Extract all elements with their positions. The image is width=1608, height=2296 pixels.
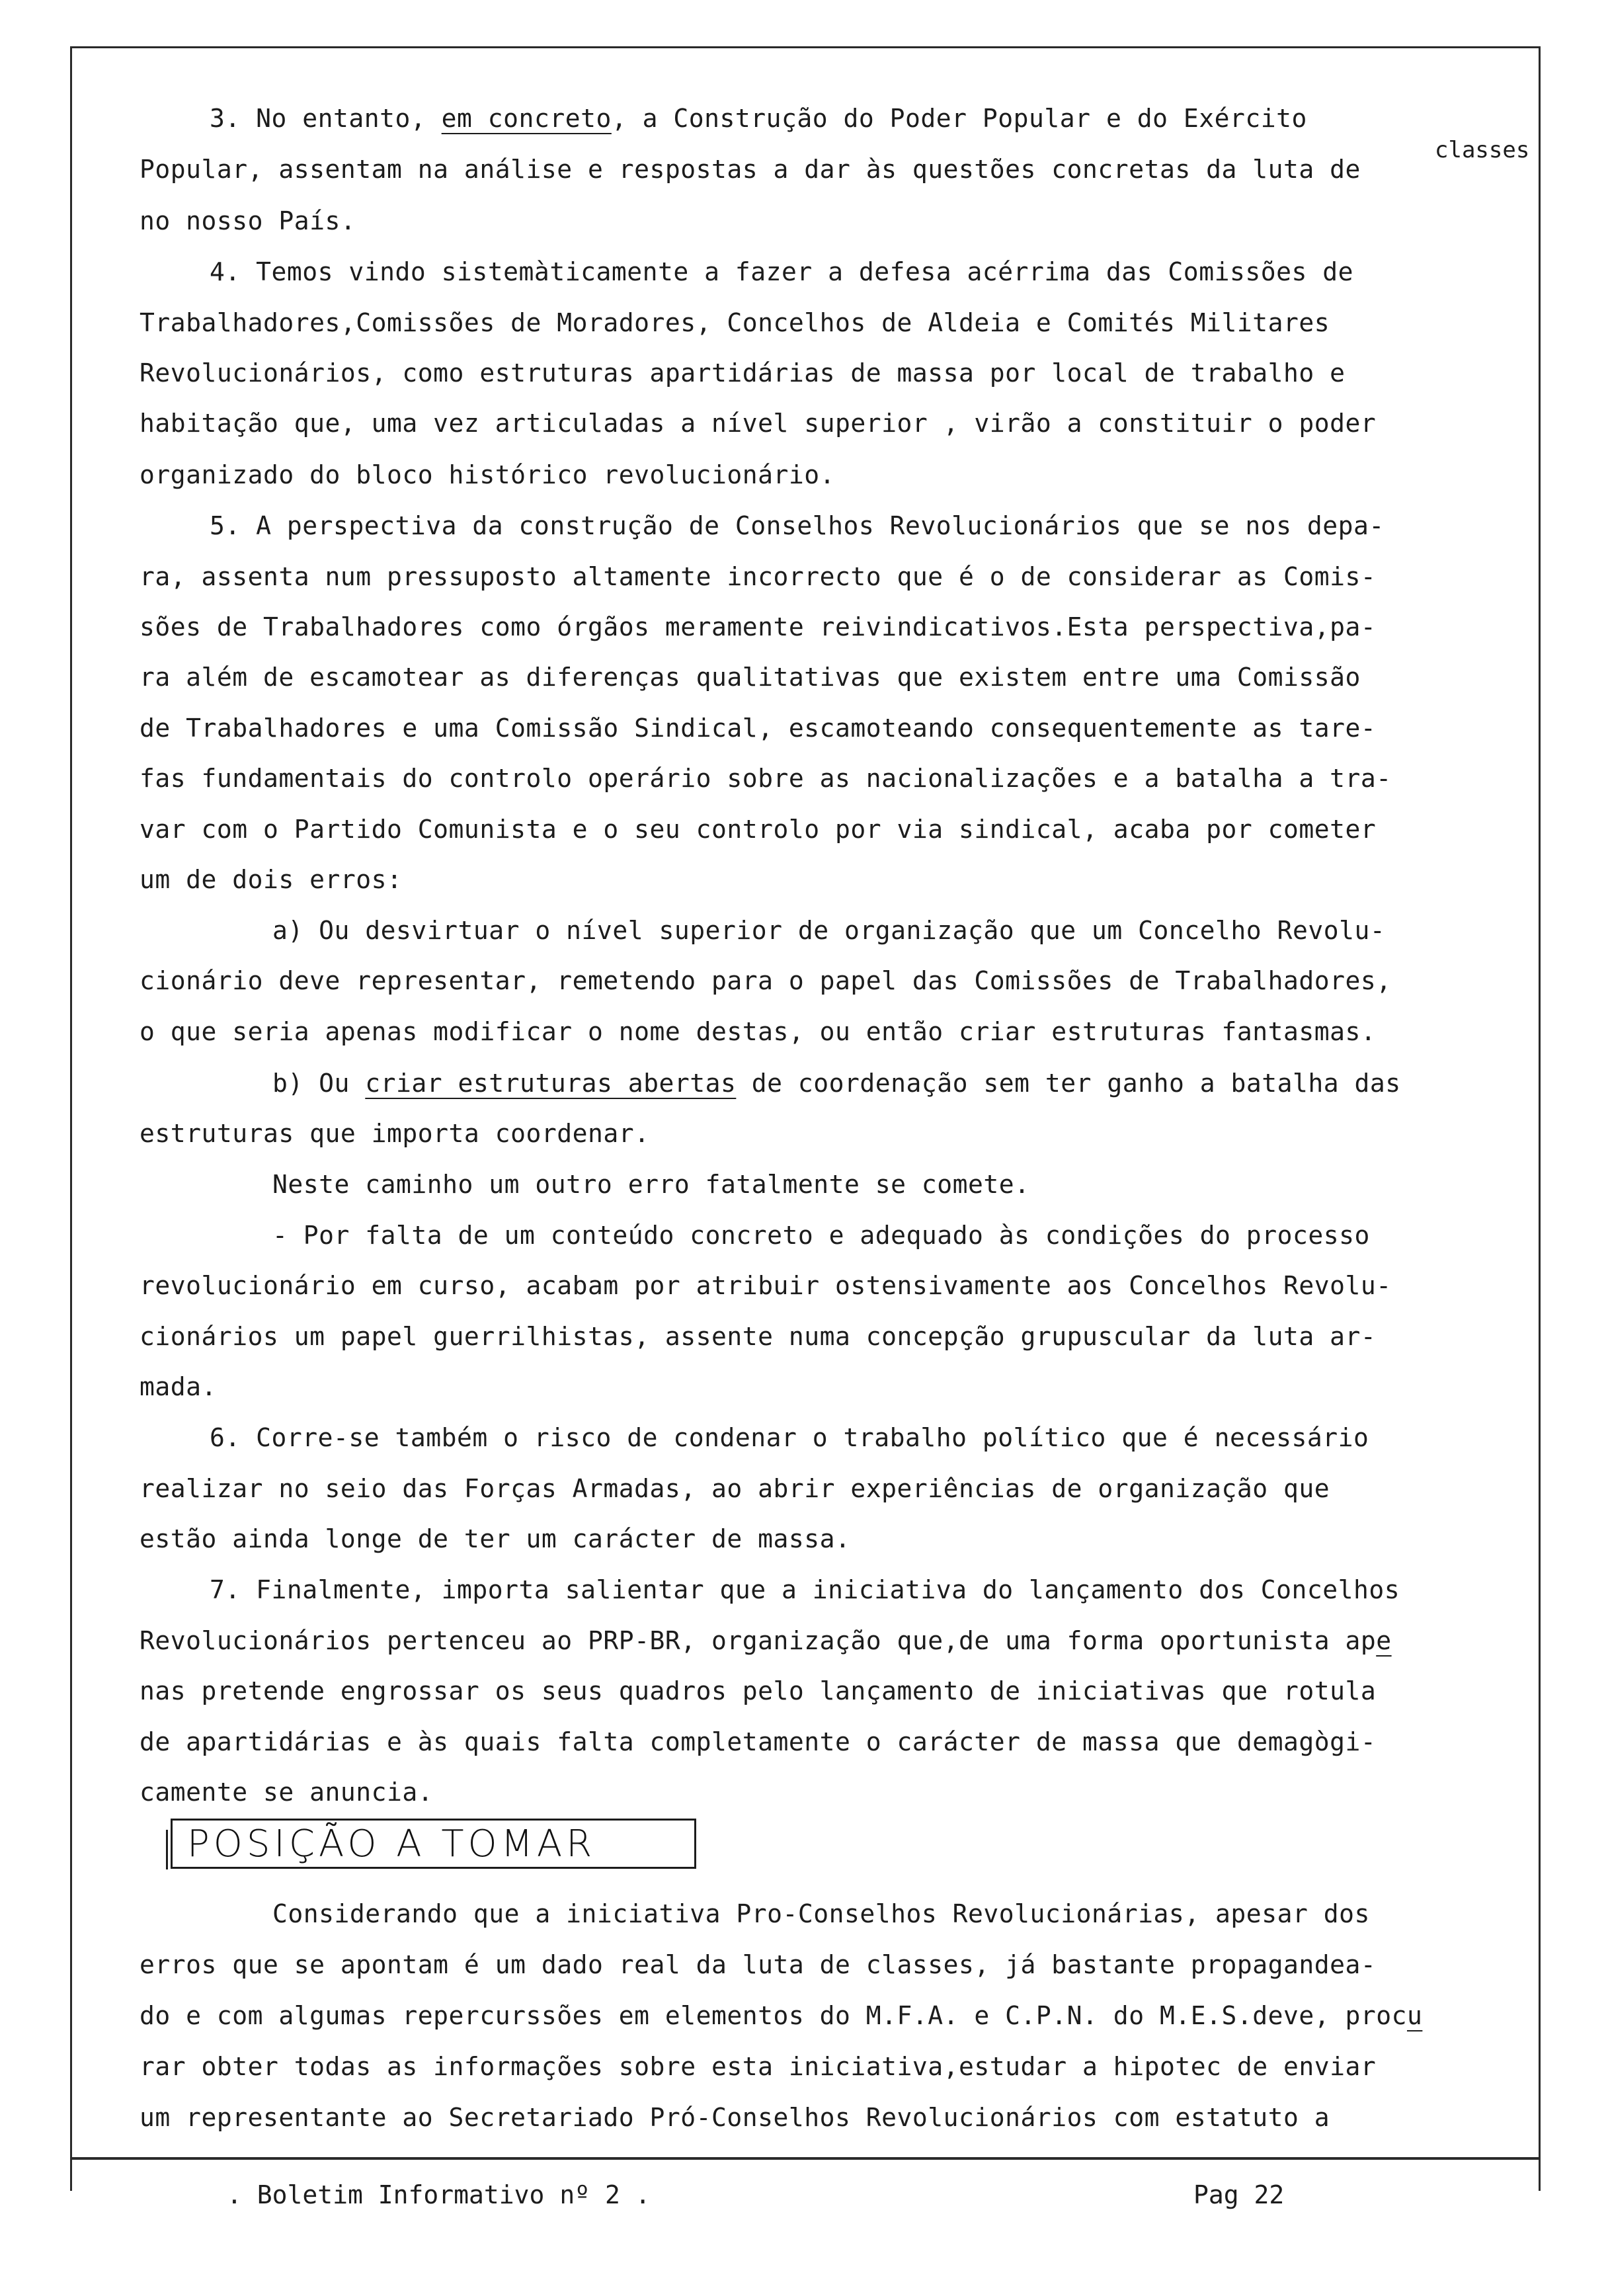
- paragraph-6-line: realizar no seio das Forças Armadas, ao abrir experiências de organização que: [140, 1474, 1330, 1503]
- paragraph-5-line: var com o Partido Comunista e o seu controlo por via sindical, acaba por cometer: [140, 815, 1377, 844]
- paragraph-7-line: Revolucionários pertenceu ao PRP-BR, organização que,de uma forma oportunista ape: [140, 1626, 1392, 1655]
- position-line: um representante ao Secretariado Pró-Conselhos Revolucionários com estatuto a: [140, 2103, 1330, 2132]
- item-a-line: a) Ou desvirtuar o nível superior de organização que um Concelho Revolu-: [272, 916, 1386, 945]
- paragraph-4-line: habitação que, uma vez articuladas a nível superior , virão a constituir o poder: [140, 409, 1377, 438]
- paragraph-5-line: sões de Trabalhadores como órgãos meramente reivindicativos.Esta perspectiva,pa-: [140, 612, 1377, 641]
- paragraph-5-line: ra além de escamotear as diferenças qualitativas que existem entre uma Comissão: [140, 663, 1361, 692]
- paragraph-7-line: camente se anuncia.: [140, 1778, 434, 1807]
- paragraph-7-line: nas pretende engrossar os seus quadros pelo lançamento de iniciativas que rotula: [140, 1676, 1377, 1705]
- paragraph-6-line: 6. Corre-se também o risco de condenar o trabalho político que é necessário: [210, 1423, 1369, 1452]
- paragraph-3-line: Popular, assentam na análise e respostas a dar às questões concretas da luta de: [140, 155, 1361, 184]
- continuation-line: - Por falta de um conteúdo concreto e adequado às condições do processo: [272, 1221, 1370, 1250]
- paragraph-7-line: de apartidárias e às quais falta completamente o carácter de massa que demagògi-: [140, 1727, 1377, 1756]
- paragraph-5-line: de Trabalhadores e uma Comissão Sindical, escamoteando consequentemente as tare-: [140, 714, 1377, 743]
- paragraph-5-line: fas fundamentais do controlo operário sobre as nacionalizações e a batalha a tra-: [140, 764, 1392, 793]
- paragraph-4-line: 4. Temos vindo sistemàticamente a fazer a defesa acérrima das Comissões de: [210, 257, 1353, 286]
- section-heading: POSIÇÃO A TOMAR: [171, 1819, 696, 1869]
- page-number: Pag 22: [1193, 2180, 1285, 2209]
- paragraph-4-line: Trabalhadores,Comissões de Moradores, Concelhos de Aldeia e Comités Militares: [140, 308, 1330, 337]
- item-b-line: estruturas que importa coordenar.: [140, 1119, 650, 1148]
- paragraph-3-line: no nosso País.: [140, 206, 356, 235]
- publication-title: . Boletim Informativo nº 2 .: [227, 2180, 651, 2209]
- position-line: Considerando que a iniciativa Pro-Conselhos Revolucionárias, apesar dos: [272, 1899, 1370, 1928]
- position-line: rar obter todas as informações sobre esta iniciativa,estudar a hipotec de enviar: [140, 2052, 1377, 2081]
- paragraph-5-line: ra, assenta num pressuposto altamente incorrecto que é o de considerar as Comis-: [140, 562, 1377, 591]
- position-line: do e com algumas repercurssões em elementos do M.F.A. e C.P.N. do M.E.S.deve, procu: [140, 2001, 1423, 2030]
- continuation-line: mada.: [140, 1372, 217, 1401]
- item-b-line: b) Ou criar estruturas abertas de coordenação sem ter ganho a batalha das: [272, 1069, 1401, 1098]
- underlined-phrase: em concreto: [441, 104, 612, 133]
- paragraph-4-line: organizado do bloco histórico revolucionário.: [140, 460, 836, 489]
- paragraph-3-line: 3. No entanto, em concreto, a Construção do Poder Popular e do Exército: [210, 104, 1307, 133]
- continuation-line: revolucionário em curso, acabam por atribuir ostensivamente aos Concelhos Revolu-: [140, 1271, 1392, 1300]
- margin-word: classes: [1435, 137, 1530, 163]
- paragraph-6-line: estão ainda longe de ter um carácter de massa.: [140, 1524, 851, 1553]
- paragraph-5-line: um de dois erros:: [140, 865, 403, 894]
- item-a-line: o que seria apenas modificar o nome destas, ou então criar estruturas fantasmas.: [140, 1017, 1377, 1046]
- continuation-line: cionários um papel guerrilhistas, assente numa concepção grupuscular da luta ar-: [140, 1322, 1377, 1351]
- item-a-line: cionário deve representar, remetendo para o papel das Comissões de Trabalhadores,: [140, 966, 1392, 995]
- footer-divider: [70, 2157, 1539, 2160]
- paragraph-4-line: Revolucionários, como estruturas apartidárias de massa por local de trabalho e: [140, 358, 1346, 388]
- position-line: erros que se apontam é um dado real da luta de classes, já bastante propagandea-: [140, 1950, 1377, 1979]
- paragraph-7-line: 7. Finalmente, importa salientar que a iniciativa do lançamento dos Concelhos: [210, 1575, 1400, 1604]
- paragraph-5-line: 5. A perspectiva da construção de Conselhos Revolucionários que se nos depa-: [210, 511, 1385, 540]
- underlined-phrase: criar estruturas abertas: [365, 1069, 737, 1098]
- continuation-line: Neste caminho um outro erro fatalmente se comete.: [272, 1170, 1030, 1199]
